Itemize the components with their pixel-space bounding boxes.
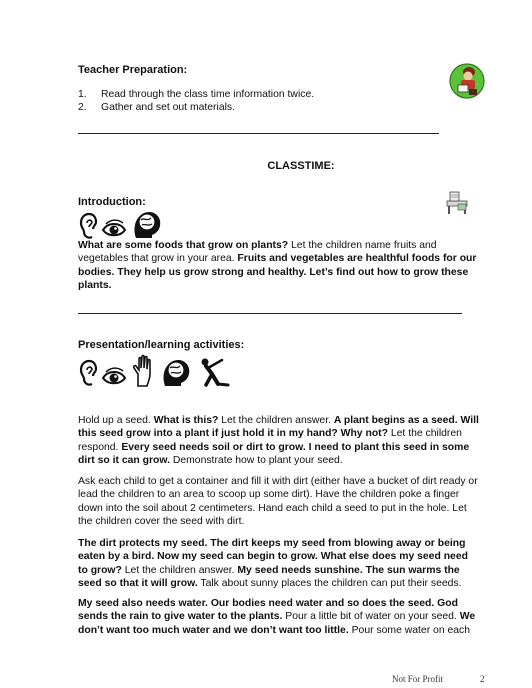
text-run: What is this? [153, 415, 219, 426]
text-run: Pour a little bit of water on your seed. [282, 611, 460, 623]
presentation-paragraph [78, 414, 480, 467]
introduction-heading: Introduction: [78, 196, 146, 208]
text-run: Fruits and vegetables are healthful foods for our bodies. They help us grow strong and healthy. Let’s find out how to grow these plants. [78, 253, 477, 291]
hand-icon [130, 354, 156, 388]
text-run: The dirt protects my seed. The dirt keeps my seed from blowing away or being eaten by a bird. Now my seed can begin to grow. What else does my seed need to grow? [78, 538, 468, 576]
text-run: My seed needs sunshine. The sun warms the seed so that it will grow. [78, 564, 460, 589]
divider [78, 313, 462, 314]
ear-icon [78, 212, 98, 240]
teacher-reading-icon [449, 61, 485, 99]
text-run: Hold up a seed. [78, 415, 154, 426]
presentation-heading: Presentation/learning activities: [78, 339, 245, 351]
text-run: We don’t want too much water and we don’t want too little. [78, 611, 476, 636]
eye-icon [101, 366, 127, 388]
stretching-figure-icon [196, 356, 232, 388]
footer-label: Not For Profit [392, 674, 444, 684]
text-run: Let the children name fruits and vegetables that grow in your area. [78, 240, 437, 265]
text-run: Let the children answer. [121, 564, 238, 576]
text-run: Let the children respond. [78, 428, 462, 453]
list-item: 2. Gather and set out materials. [78, 102, 235, 113]
teacher-desk-icon [444, 190, 470, 216]
text-run: Talk about sunny places the children can put their seeds. [197, 577, 462, 589]
ear-icon [78, 358, 98, 388]
divider [78, 133, 439, 134]
globe-head-icon [130, 208, 164, 240]
list-item: 1. Read through the class time information twice. [78, 89, 315, 100]
text-run: A plant begins as a seed. Will this seed grow into a plant if just hold it in my hand? Why not? [78, 415, 479, 440]
presentation-paragraph [78, 597, 480, 637]
eye-icon [101, 218, 127, 240]
text-run: Every seed needs soil or dirt to grow. I need to plant this seed in some dirt so it can grow. [78, 441, 470, 466]
text-run: My seed also needs water. Our bodies need water and so does the seed. God sends the rain to give water to the plants. [78, 598, 458, 623]
classtime-heading: CLASSTIME: [267, 160, 335, 172]
presentation-paragraph [78, 475, 480, 528]
page-number: 2 [480, 674, 485, 684]
text-run: Pour some water on each [348, 624, 471, 636]
introduction-paragraph [78, 239, 480, 292]
preparation-list [78, 88, 314, 114]
text-run: Demonstrate how to plant your seed. [169, 454, 343, 466]
presentation-paragraph [78, 537, 480, 590]
presentation-icons [78, 354, 232, 388]
introduction-icons [78, 208, 164, 240]
text-run: Ask each child to get a container and fill it with dirt (either have a bucket of dirt ready or lead the children to an area to scoop up some dirt). Have the children poke a finger down into the soil about 2 centimeters. Hand each child a seed to put in the hole. Let the children cover the seed with dirt. [78, 476, 478, 527]
teacher-preparation-heading: Teacher Preparation: [78, 64, 188, 76]
globe-head-icon [159, 356, 193, 388]
text-run: Let the children answer. [218, 415, 334, 426]
text-run: What are some foods that grow on plants? [78, 240, 289, 251]
